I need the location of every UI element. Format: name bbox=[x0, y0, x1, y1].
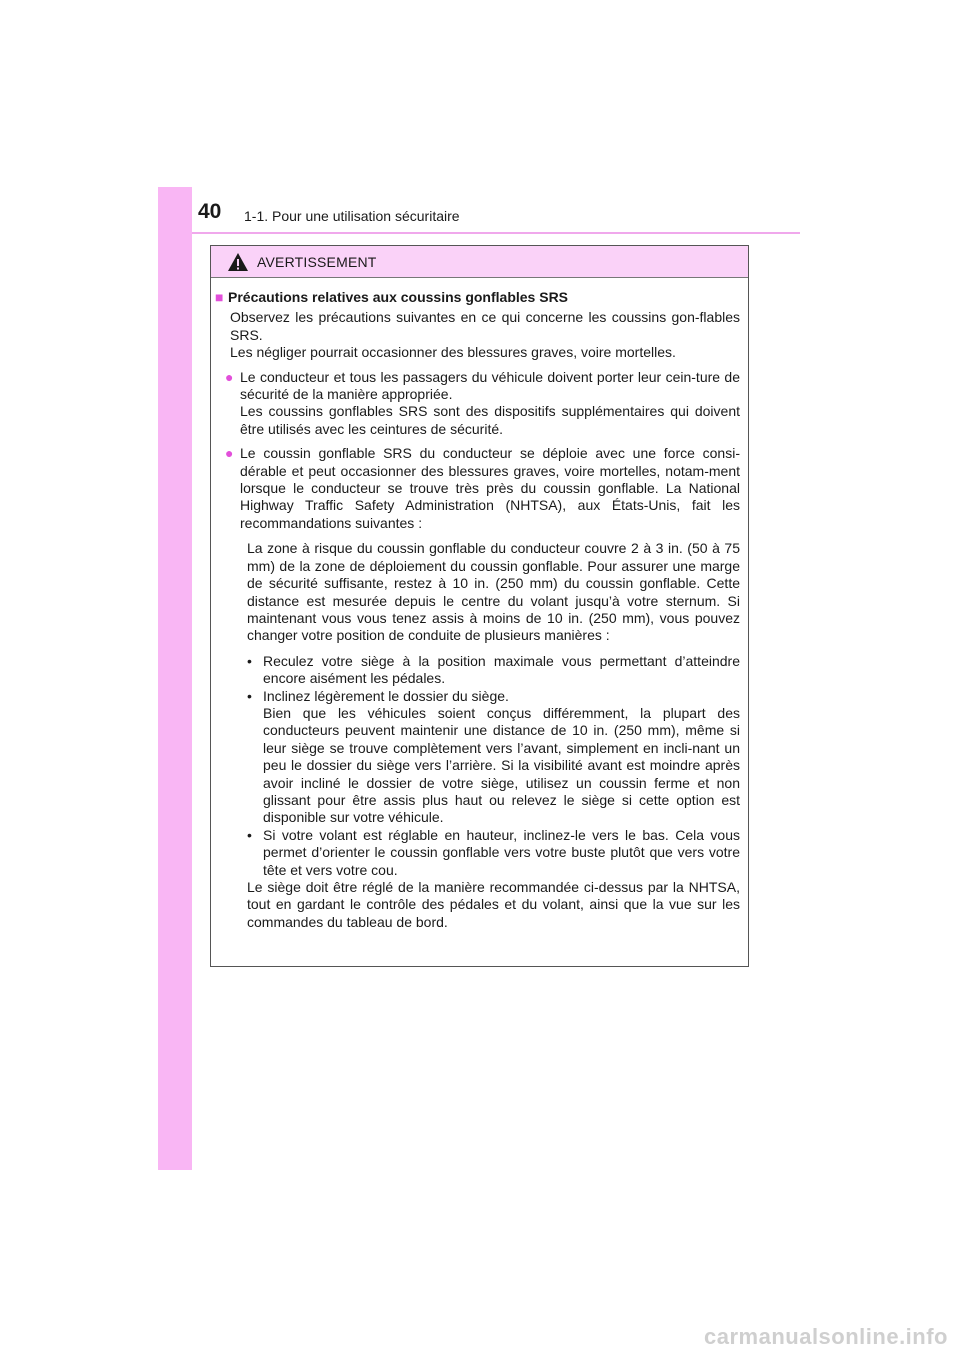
bullet-driver-airbag bbox=[215, 445, 740, 532]
dash-2-title: Inclinez légèrement le dossier du siège. bbox=[263, 687, 509, 704]
warning-header bbox=[211, 246, 748, 278]
watermark-brand: carmanualsonline.info bbox=[704, 1324, 948, 1349]
section-title: 1-1. Pour une utilisation sécuritaire bbox=[244, 208, 460, 224]
warning-triangle-icon bbox=[227, 252, 249, 272]
heading-text: Précautions relatives aux coussins gonflables SRS bbox=[228, 289, 569, 305]
bullet-1-line-1: Le conducteur et tous les passagers du véhicule doivent porter leur cein-ture de sécurité de la manière appropriée. bbox=[240, 368, 740, 403]
dash-item-seat-back bbox=[215, 653, 740, 688]
bullet-dot-icon: ● bbox=[225, 368, 234, 385]
dash-item-steering bbox=[215, 827, 740, 879]
precautions-heading bbox=[215, 289, 740, 306]
page-number: 40 bbox=[198, 200, 222, 223]
dash-bullet-icon: • bbox=[247, 826, 252, 843]
intro-paragraph bbox=[215, 309, 740, 361]
intro-line-1: Observez les précautions suivantes en ce qui concerne les coussins gon-flables SRS. bbox=[230, 309, 740, 343]
bullet-dot-icon: ● bbox=[225, 445, 234, 462]
square-marker-icon: ■ bbox=[215, 289, 224, 305]
dash-1-text: Reculez votre siège à la position maximale vous permettant d’atteindre encore aisément les pédales. bbox=[263, 652, 740, 687]
dash-bullet-icon: • bbox=[247, 687, 252, 704]
risk-zone-paragraph: La zone à risque du coussin gonflable du conducteur couvre 2 à 3 in. (50 à 75 mm) de la zone de déploiement du coussin gonflable. Pour assurer une marge de sécurité suffisante, restez à 10 in. (250 mm) du coussin gonflable. Cette distance est mesurée depuis le centre du volant jusqu’à votre sternum. Si maintenant vous vous tenez assis à moins de 10 in. (250 mm), vous pouvez changer votre position de conduite de plusieurs manières : bbox=[247, 540, 740, 644]
chapter-side-tab bbox=[158, 187, 192, 1170]
warning-label: AVERTISSEMENT bbox=[257, 253, 377, 270]
header-divider bbox=[192, 232, 800, 234]
intro-line-2: Les négliger pourrait occasionner des blessures graves, voire mortelles. bbox=[230, 344, 676, 361]
bullet-seatbelts bbox=[215, 369, 740, 439]
dash-3-text: Si votre volant est réglable en hauteur, inclinez-le vers le bas. Cela vous permet d’orienter le coussin gonflable vers votre buste plutôt que vers votre tête et vers votre cou. bbox=[263, 826, 740, 878]
bullet-2-text: Le coussin gonflable SRS du conducteur se déploie avec une force consi-dérable et peut occasionner des blessures graves, voire mortelles, notam-ment lorsque le conducteur se trouve très près du coussin gonflable. La National Highway Traffic Safety Administration (NHTSA), aux États-Unis, fait les recommandations suivantes : bbox=[240, 445, 740, 531]
warning-body bbox=[211, 278, 748, 931]
dash-bullet-icon: • bbox=[247, 652, 252, 669]
dash-2-text: Bien que les véhicules soient conçus différemment, la plupart des conducteurs peuvent maintenir une distance de 10 in. (250 mm), même si leur siège se trouve complètement vers l’avant, simplement en incli-nant un peu le dossier du siège vers l’arrière. Si la visibilité avant est moindre après avoir incliné le dossier de votre siège, utilisez un coussin ferme et non glissant pour être assis plus haut ou relevez le siège si cette option est disponible sur votre véhicule. bbox=[263, 704, 740, 826]
closing-paragraph: Le siège doit être réglé de la manière recommandée ci-dessus par la NHTSA, tout en gardant le contrôle des pédales et du volant, ainsi que la vue sur les commandes du tableau de bord. bbox=[247, 879, 740, 930]
warning-box bbox=[210, 245, 749, 967]
bullet-1-line-2: Les coussins gonflables SRS sont des dispositifs supplémentaires qui doivent être utilisés avec les ceintures de sécurité. bbox=[240, 403, 740, 437]
dash-item-recline bbox=[215, 688, 740, 827]
